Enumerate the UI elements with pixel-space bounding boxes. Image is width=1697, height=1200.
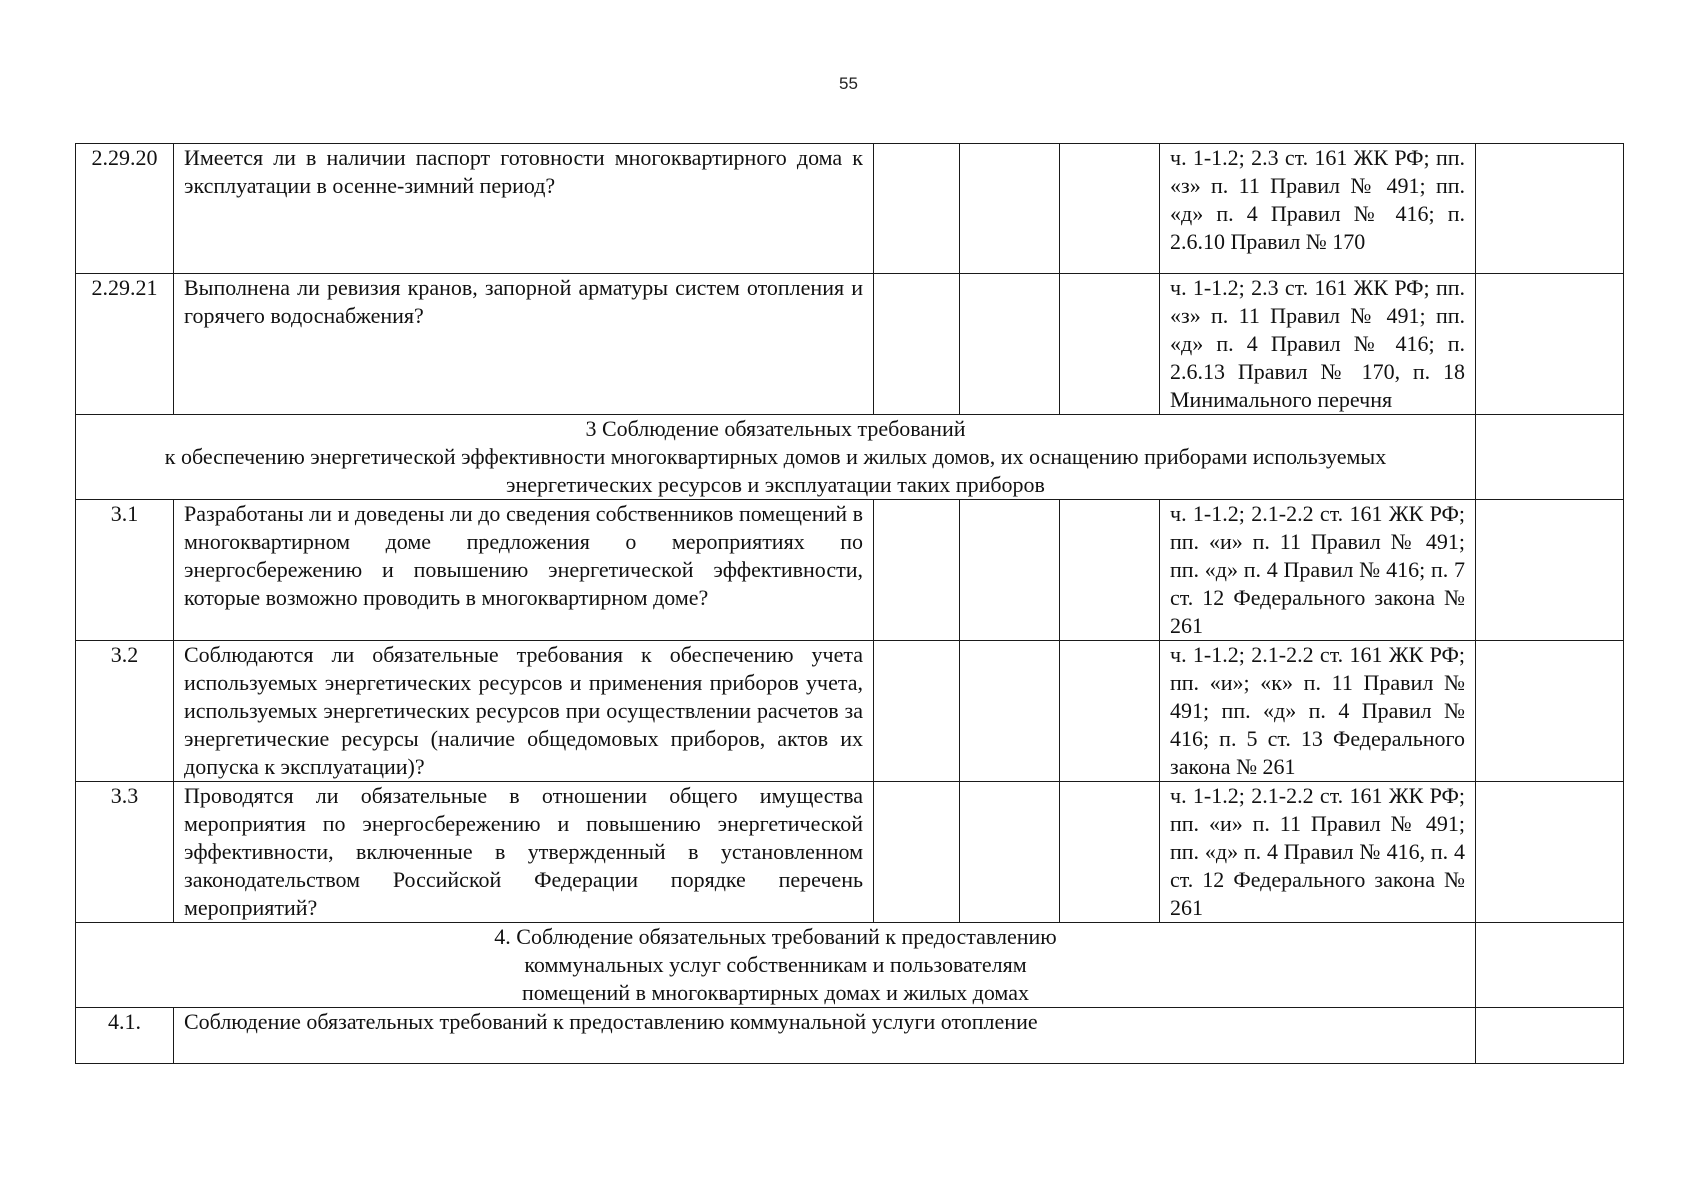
answer-cell-no: [960, 500, 1060, 641]
note-cell: [1476, 782, 1624, 923]
note-cell: [1476, 500, 1624, 641]
answer-cell-yes: [874, 641, 960, 782]
row-number: 3.1: [76, 500, 174, 641]
answer-cell-yes: [874, 144, 960, 274]
note-cell: [1476, 641, 1624, 782]
answer-cell-no: [960, 641, 1060, 782]
row-number: 3.3: [76, 782, 174, 923]
question-text: Выполнена ли ревизия кранов, запорной арматуры систем отопления и горячего водоснабжения?: [174, 274, 874, 415]
answer-cell-na: [1060, 500, 1160, 641]
question-text: Проводятся ли обязательные в отношении общего имущества мероприятия по энергосбережению и повышению энергетической эффективности, включенные в утвержденный в установленном законодательством Российской Федерации порядке перечень мероприятий?: [174, 782, 874, 923]
legal-reference: ч. 1-1.2; 2.1-2.2 ст. 161 ЖК РФ; пп. «и» п. 11 Правил № 491; пп. «д» п. 4 Правил № 416, п. 4 ст. 12 Федерального закона № 261: [1160, 782, 1476, 923]
section-header-row: [76, 923, 1624, 1008]
question-text: Разработаны ли и доведены ли до сведения собственников помещений в многоквартирном доме предложения о мероприятиях по энергосбережению и повышению энергетической эффективности, которые возможно проводить в многоквартирном доме?: [174, 500, 874, 641]
row-number: 2.29.21: [76, 274, 174, 415]
legal-reference: ч. 1-1.2; 2.1-2.2 ст. 161 ЖК РФ; пп. «и»; «к» п. 11 Правил № 491; пп. «д» п. 4 Правил № 416; п. 5 ст. 13 Федерального закона № 261: [1160, 641, 1476, 782]
table-row: [76, 641, 1624, 782]
section-title-line: 4. Соблюдение обязательных требований к предоставлению: [494, 924, 1057, 949]
answer-cell-na: [1060, 782, 1160, 923]
table-row: [76, 144, 1624, 274]
row-number: 2.29.20: [76, 144, 174, 274]
section-title: [76, 923, 1476, 1008]
section-title-line: коммунальных услуг собственникам и пользователям: [524, 952, 1027, 977]
section-title-line: энергетических ресурсов и эксплуатации таких приборов: [506, 472, 1045, 497]
section-title: [76, 415, 1476, 500]
answer-cell-no: [960, 144, 1060, 274]
section-title-line: 3 Соблюдение обязательных требований: [585, 416, 966, 441]
legal-reference: ч. 1-1.2; 2.3 ст. 161 ЖК РФ; пп. «з» п. 11 Правил № 491; пп. «д» п. 4 Правил № 416; п. 2.6.10 Правил № 170: [1160, 144, 1476, 274]
page-number: 55: [839, 74, 858, 93]
legal-reference: ч. 1-1.2; 2.1-2.2 ст. 161 ЖК РФ; пп. «и» п. 11 Правил № 491; пп. «д» п. 4 Правил № 416; п. 7 ст. 12 Федерального закона № 261: [1160, 500, 1476, 641]
row-number: 3.2: [76, 641, 174, 782]
answer-cell-yes: [874, 274, 960, 415]
answer-cell-no: [960, 274, 1060, 415]
question-text: Имеется ли в наличии паспорт готовности многоквартирного дома к эксплуатации в осенне-зимний период?: [174, 144, 874, 274]
section-title-line: к обеспечению энергетической эффективности многоквартирных домов и жилых домов, их оснащению приборами используемых: [164, 444, 1387, 469]
section-title-line: помещений в многоквартирных домах и жилых домах: [522, 980, 1029, 1005]
answer-cell-no: [960, 782, 1060, 923]
question-text: Соблюдаются ли обязательные требования к обеспечению учета используемых энергетических ресурсов и применения приборов учета, используемых энергетических ресурсов при осуществлении расчетов за энергетические ресурсы (наличие общедомовых приборов, актов их допуска к эксплуатации)?: [174, 641, 874, 782]
note-cell: [1476, 274, 1624, 415]
note-cell: [1476, 415, 1624, 500]
table-row: [76, 274, 1624, 415]
section-header-row: [76, 415, 1624, 500]
answer-cell-yes: [874, 782, 960, 923]
table-row: [76, 782, 1624, 923]
note-cell: [1476, 144, 1624, 274]
checklist-table: [75, 143, 1624, 1064]
legal-reference: ч. 1-1.2; 2.3 ст. 161 ЖК РФ; пп. «з» п. 11 Правил № 491; пп. «д» п. 4 Правил № 416; п. 2.6.13 Правил № 170, п. 18 Минимального перечня: [1160, 274, 1476, 415]
answer-cell-na: [1060, 641, 1160, 782]
answer-cell-na: [1060, 274, 1160, 415]
row-number: 4.1.: [76, 1008, 174, 1064]
table-row: [76, 500, 1624, 641]
table-row: [76, 1008, 1624, 1064]
subsection-title: Соблюдение обязательных требований к предоставлению коммунальной услуги отопление: [174, 1008, 1476, 1064]
answer-cell-na: [1060, 144, 1160, 274]
note-cell: [1476, 1008, 1624, 1064]
answer-cell-yes: [874, 500, 960, 641]
note-cell: [1476, 923, 1624, 1008]
